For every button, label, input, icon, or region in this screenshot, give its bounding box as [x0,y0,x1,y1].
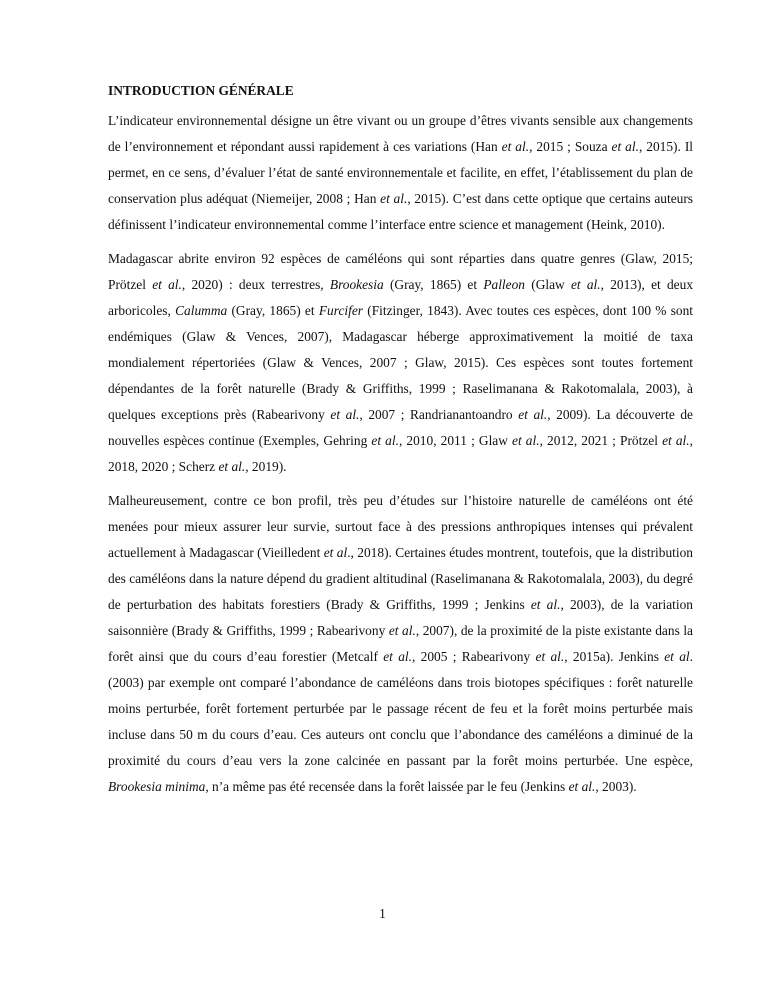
paragraph-3 [108,488,693,800]
italic-run: et al. [568,779,596,794]
italic-run: et al. [570,277,601,292]
text-run: , 2015). C’est dans cette optique que certains auteurs définissent l’indicateur environnemental comme l’interface entre science et management (Heink, 2010). [108,191,694,232]
paragraph-1 [108,108,693,238]
text-run: , 2009). La découverte de nouvelles espèces continue (Exemples, Gehring [108,407,693,448]
italic-run: et al. [662,433,690,448]
italic-run: et al. [371,433,399,448]
italic-run: Brookesia minima [108,779,206,794]
italic-run: Calumma [175,303,228,318]
text-run: , 2005 ; Rabearivony [411,649,536,664]
italic-run: et al. [518,407,548,422]
text-run: , 2015 ; Souza [529,139,612,154]
italic-run: et al. [535,649,565,664]
italic-run: et al. [611,139,639,154]
text-run: , 2003). [595,779,637,794]
page-number: 1 [379,906,386,921]
italic-run: et al. [383,649,412,664]
italic-run: Brookesia [329,277,384,292]
text-run: Madagascar abrite environ 92 espèces de caméléons qui sont réparties dans quatre genres (Glaw, 2015; Prötzel [108,251,693,292]
text-run: , 2018, 2020 ; Scherz [108,433,693,474]
italic-run: Palleon [483,277,525,292]
italic-run: et al. [388,623,416,638]
italic-run: et al. [330,407,360,422]
italic-run: et al. [530,597,561,612]
text-run: (Glaw [524,277,571,292]
text-run: , 2007), de la proximité de la piste existante dans la forêt ainsi que du cours d’eau forestier (Metcalf [108,623,693,664]
italic-run: et al. [218,459,246,474]
italic-run: et al [664,649,690,664]
text-run: , 2003), de la variation saisonnière (Brady & Griffiths, 1999 ; Rabearivony [108,597,693,638]
italic-run: et al [323,545,348,560]
text-run: , 2020) : deux terrestres, [181,277,330,292]
italic-run: Furcifer [318,303,363,318]
text-run: , 2015). Il permet, en ce sens, d’évaluer l’état de santé environnementale et facilite, en effet, l’établissement du plan de conservation plus adéquat (Niemeijer, 2008 ; Han [108,139,694,206]
text-run: Malheureusement, contre ce bon profil, très peu d’études sur l’histoire naturelle de caméléons ont été menées pour mieux assurer leur survie, surtout face à des pressions anthropiques intenses qui prévalent actuellement à Madagascar (Vieilledent [108,493,693,560]
text-run: , 2019). [245,459,287,474]
document-page [108,78,693,808]
italic-run: et al. [501,139,530,154]
text-run: (Gray, 1865) et [227,303,319,318]
text-run: , 2007 ; Randrianantoandro [359,407,519,422]
text-run: , 2015a). Jenkins [564,649,665,664]
text-run: . (2003) par exemple ont comparé l’abondance de caméléons dans trois biotopes spécifiques : forêt naturelle moins perturbée, forêt fortement perturbée par le passage récent de feu et la forêt moins perturbée mais incluse dans 50 m du cours d’eau. Ces auteurs ont conclu que l’abondance des caméléons a diminué de la proximité du cours d’eau vers la zone calcinée en passant par la forêt moins perturbée. Une espèce, [108,649,693,768]
text-run: , 2010, 2011 ; Glaw [398,433,513,448]
paragraph-2 [108,246,693,480]
text-run: , 2012, 2021 ; Prötzel [539,433,663,448]
italic-run: et al. [380,191,408,206]
section-heading: INTRODUCTION GÉNÉRALE [108,83,294,98]
text-run: , n’a même pas été recensée dans la forêt laissée par le feu (Jenkins [205,779,569,794]
text-run: L’indicateur environnemental désigne un être vivant ou un groupe d’êtres vivants sensible aux changements de l’environnement et répondant aussi rapidement à ces variations (Han [108,113,693,154]
italic-run: et al. [152,277,182,292]
text-run: ., 2018). Certaines études montrent, toutefois, que la distribution des caméléons dans la nature dépend du gradient altitudinal (Raselimanana & Rakotomalala, 2003), du degré de perturbation des habitats forestiers (Brady & Griffiths, 1999 ; Jenkins [108,545,693,612]
italic-run: et al. [512,433,540,448]
text-run: (Fitzinger, 1843). Avec toutes ces espèces, dont 100 % sont endémiques (Glaw & Vences, 2007), Madagascar héberge approximativement la moitié de taxa mondialement répertoriées (Glaw & Vences, 2007 ; Glaw, 2015). Ces espèces sont toutes fortement dépendantes de la forêt naturelle (Brady & Griffiths, 1999 ; Raselimanana & Rakotomalala, 2003), à quelques exceptions près (Rabearivony [108,303,694,422]
text-run: (Gray, 1865) et [383,277,484,292]
text-run: , 2013), et deux arboricoles, [108,277,694,318]
